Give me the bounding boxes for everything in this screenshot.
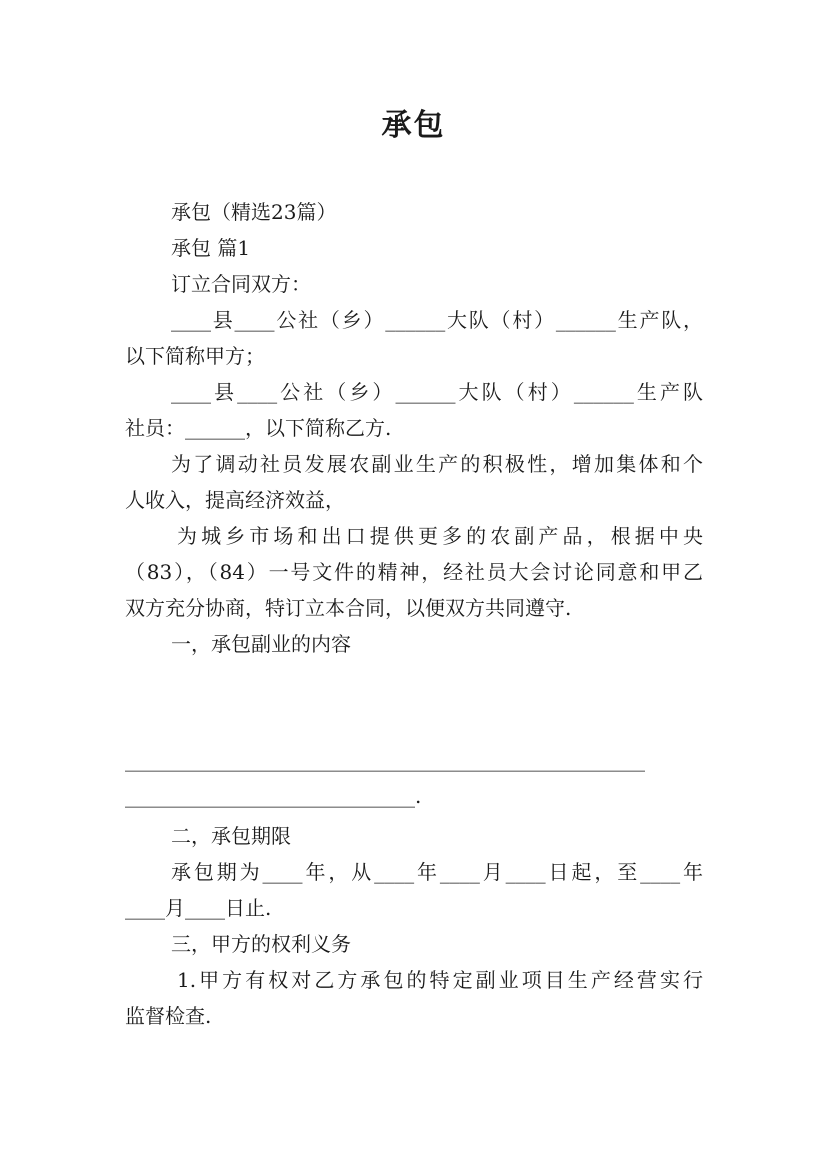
blank-line: _____________________________. [125, 784, 422, 808]
document-body-continued [125, 818, 703, 1034]
document-body [125, 194, 703, 662]
section-heading: 承包 篇1 [171, 236, 251, 260]
paragraph-line: 人收入，提高经济效益， [125, 488, 345, 512]
blank-line: ____________________________________________________ [125, 748, 645, 772]
paragraph-line: （83），（84）一号文件的精神，经社员大会讨论同意和甲乙 [125, 560, 703, 584]
paragraph-line: ____月____日止. [125, 896, 272, 920]
paragraph-line: 承包期为____年，从____年____月____日起，至____年 [171, 860, 703, 884]
blank-fill-area [125, 742, 700, 814]
paragraph-line: ____县____公社（乡）______大队（村）______生产队， [171, 308, 703, 332]
document-title: 承包 [381, 108, 446, 143]
subtitle: 承包（精选23篇） [171, 200, 337, 224]
paragraph-line: 为城乡市场和出口提供更多的农副产品，根据中央 [177, 524, 703, 548]
paragraph-line: 社员：______，以下简称乙方. [125, 416, 392, 440]
paragraph-line: 1.甲方有权对乙方承包的特定副业项目生产经营实行 [177, 968, 703, 992]
section-heading: 三，甲方的权利义务 [171, 932, 351, 956]
section-heading: 一，承包副业的内容 [171, 632, 351, 656]
paragraph-line: 以下简称甲方； [125, 344, 265, 368]
paragraph-line: ____县____公社（乡）______大队（村）______生产队 [171, 380, 703, 404]
paragraph-line: 双方充分协商，特订立本合同，以便双方共同遵守. [125, 596, 572, 620]
paragraph-line: 监督检查. [125, 1004, 212, 1028]
section-heading: 二，承包期限 [171, 824, 291, 848]
paragraph-line: 为了调动社员发展农副业生产的积极性，增加集体和个 [171, 452, 703, 476]
paragraph-line: 订立合同双方： [171, 272, 311, 296]
